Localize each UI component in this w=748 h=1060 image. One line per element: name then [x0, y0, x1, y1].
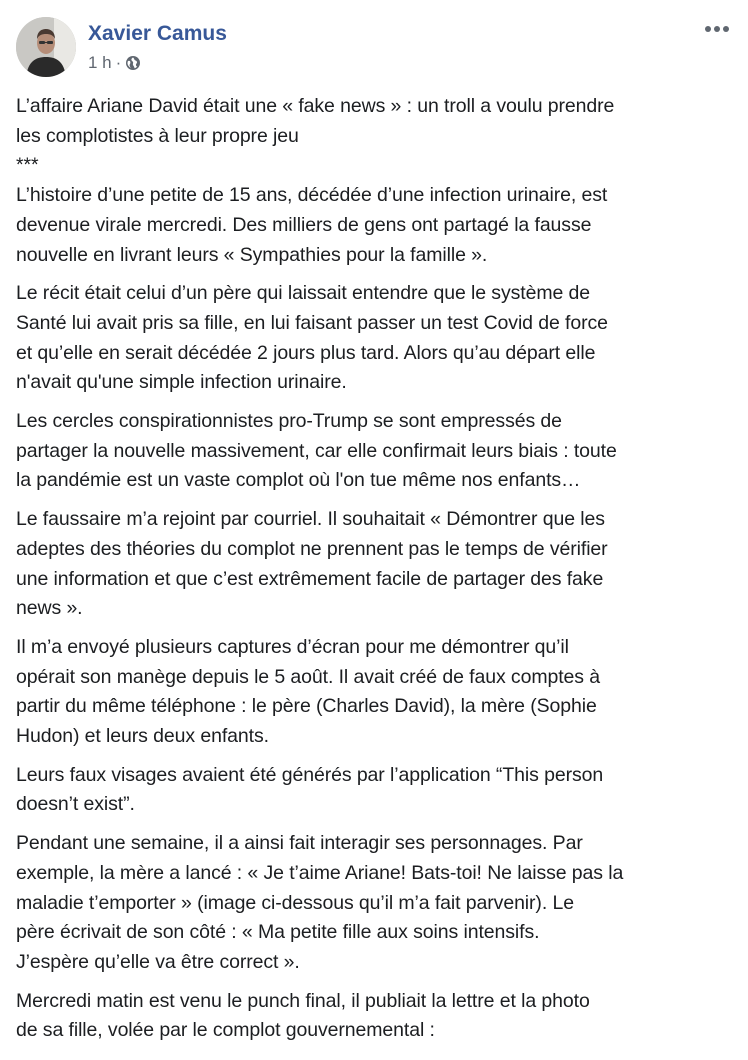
- post-body: [16, 92, 728, 1055]
- post-paragraph: Le récit était celui d’un père qui laissait entendre que le système de Santé lui avait pris sa fille, en lui faisant passer un test Covid de force et qu’elle en serait décédée 2 jours plus tard. Alors qu’au départ elle n'avait qu'une simple infection urinaire.: [16, 282, 608, 394]
- post-paragraph: L’affaire Ariane David était une « fake news » : un troll a voulu prendre les complotistes à leur propre jeu *** L’histoire d’une petite de 15 ans, décédée d’une infection urinaire, est devenue virale mercredi. Des milliers de gens ont partagé la fausse nouvelle en livrant leurs « Sympathies pour la famille ».: [16, 95, 615, 266]
- avatar[interactable]: [16, 17, 76, 77]
- post-header: [16, 17, 732, 79]
- post-paragraph: Pendant une semaine, il a ainsi fait interagir ses personnages. Par exemple, la mère a lancé : « Je t’aime Ariane! Bats-toi! Ne laisse pas la maladie t’emporter » (image ci-dessous qu’il m’a fait parvenir). Le père écrivait de son côté : « Ma petite fille aux soins intensifs. J’espère qu’elle va être correct ».: [16, 832, 624, 973]
- meta-separator: ·: [115, 53, 122, 72]
- post-paragraph: Le faussaire m’a rejoint par courriel. Il souhaitait « Démontrer que les adeptes des théories du complot ne prennent pas le temps de vérifier une information et que c’est extrêmement facile de partager des fake news ».: [16, 508, 608, 620]
- post-paragraph: Mercredi matin est venu le punch final, il publiait la lettre et la photo de sa fille, volée par le complot gouvernemental :: [16, 989, 590, 1042]
- post-timestamp[interactable]: 1 h: [88, 53, 112, 72]
- avatar-photo-icon: [16, 17, 76, 77]
- post-paragraph: Il m’a envoyé plusieurs captures d’écran pour me démontrer qu’il opérait son manège depuis le 5 août. Il avait créé de faux comptes à partir du même téléphone : le père (Charles David), la mère (Sophie Hudon) et leurs deux enfants.: [16, 635, 600, 748]
- post-meta: [88, 52, 141, 74]
- post-paragraph: Leurs faux visages avaient été générés par l’application “This person doesn’t exist”.: [16, 763, 604, 816]
- more-options-icon[interactable]: [702, 17, 732, 41]
- author-name[interactable]: Xavier Camus: [88, 22, 227, 45]
- post-paragraph: Les cercles conspirationnistes pro-Trump se sont empressés de partager la nouvelle massivement, car elle confirmait leurs biais : toute la pandémie est un vaste complot où l'on tue même nos enfants…: [16, 410, 617, 492]
- globe-icon[interactable]: [125, 55, 141, 71]
